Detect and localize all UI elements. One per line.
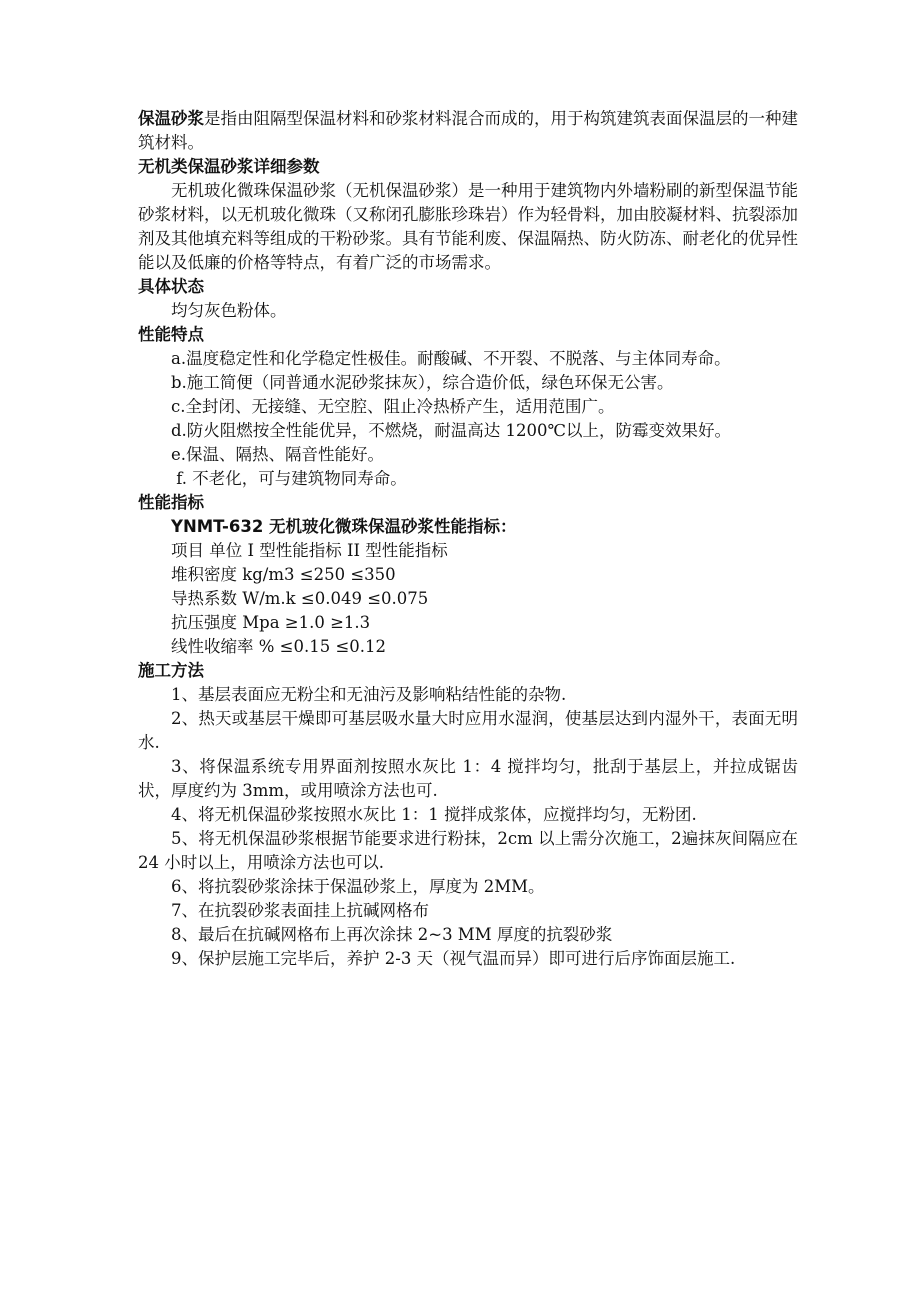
spec-row: 线性收缩率 % ≤0.15 ≤0.12 xyxy=(171,637,387,656)
method-step: 4、将无机保温砂浆按照水灰比 1：1 搅拌成浆体，应搅拌均匀，无粉团. xyxy=(171,805,697,824)
intro-paragraph xyxy=(138,107,798,155)
method-step: 1、基层表面应无粉尘和无油污及影响粘结性能的杂物. xyxy=(171,685,567,704)
state-paragraph: 均匀灰色粉体。 xyxy=(171,301,287,320)
document-page xyxy=(138,107,798,971)
section-heading-state: 具体状态 xyxy=(138,277,204,296)
feature-item: f. 不老化，可与建筑物同寿命。 xyxy=(171,469,407,488)
intro-text: 是指由阻隔型保温材料和砂浆材料混合而成的，用于构筑建筑表面保温层的一种建筑材料。 xyxy=(138,109,798,152)
method-step: 8、最后在抗碱网格布上再次涂抹 2~3 MM 厚度的抗裂砂浆 xyxy=(171,925,613,944)
spec-row: 抗压强度 Mpa ≥1.0 ≥1.3 xyxy=(171,613,371,632)
method-step: 6、将抗裂砂浆涂抹于保温砂浆上，厚度为 2MM。 xyxy=(171,877,545,896)
feature-item: d.防火阻燃按全性能优异，不燃烧，耐温高达 1200℃以上，防霉变效果好。 xyxy=(171,421,732,440)
section-heading-features: 性能特点 xyxy=(138,325,204,344)
intro-term: 保温砂浆 xyxy=(138,109,204,128)
method-step: 2、热天或基层干燥即可基层吸水量大时应用水湿润，使基层达到内湿外干，表面无明水. xyxy=(138,709,798,752)
section-heading-method: 施工方法 xyxy=(138,661,204,680)
params-paragraph: 无机玻化微珠保温砂浆（无机保温砂浆）是一种用于建筑物内外墙粉刷的新型保温节能砂浆材料，以无机玻化微珠（又称闭孔膨胀珍珠岩）作为轻骨料，加由胶凝材料、抗裂添加剂及其他填充料等组成的干粉砂浆。具有节能利废、保温隔热、防火防冻、耐老化的优异性能以及低廉的价格等特点，有着广泛的市场需求。 xyxy=(138,181,798,272)
spec-row: 堆积密度 kg/m3 ≤250 ≤350 xyxy=(171,565,396,584)
feature-item: e.保温、隔热、隔音性能好。 xyxy=(171,445,385,464)
feature-item: c.全封闭、无接缝、无空腔、阻止冷热桥产生，适用范围广。 xyxy=(171,397,615,416)
feature-item: b.施工简便（同普通水泥砂浆抹灰），综合造价低，绿色环保无公害。 xyxy=(171,373,674,392)
section-heading-indicators: 性能指标 xyxy=(138,493,204,512)
feature-item: a.温度稳定性和化学稳定性极佳。耐酸碱、不开裂、不脱落、与主体同寿命。 xyxy=(171,349,731,368)
method-step: 7、在抗裂砂浆表面挂上抗碱网格布 xyxy=(171,901,429,920)
method-step: 3、将保温系统专用界面剂按照水灰比 1：4 搅拌均匀，批刮于基层上，并拉成锯齿状，厚度约为 3mm，或用喷涂方法也可. xyxy=(138,757,798,800)
section-heading-params: 无机类保温砂浆详细参数 xyxy=(138,157,320,176)
spec-row: 导热系数 W/m.k ≤0.049 ≤0.075 xyxy=(171,589,429,608)
spec-row: 项目 单位 I 型性能指标 II 型性能指标 xyxy=(171,541,448,560)
method-step: 9、保护层施工完毕后，养护 2-3 天（视气温而异）即可进行后序饰面层施工. xyxy=(171,949,736,968)
method-step: 5、将无机保温砂浆根据节能要求进行粉抹，2cm 以上需分次施工，2遍抹灰间隔应在 24 小时以上，用喷涂方法也可以. xyxy=(138,829,798,872)
indicators-subheading: YNMT-632 无机玻化微珠保温砂浆性能指标： xyxy=(171,517,517,536)
